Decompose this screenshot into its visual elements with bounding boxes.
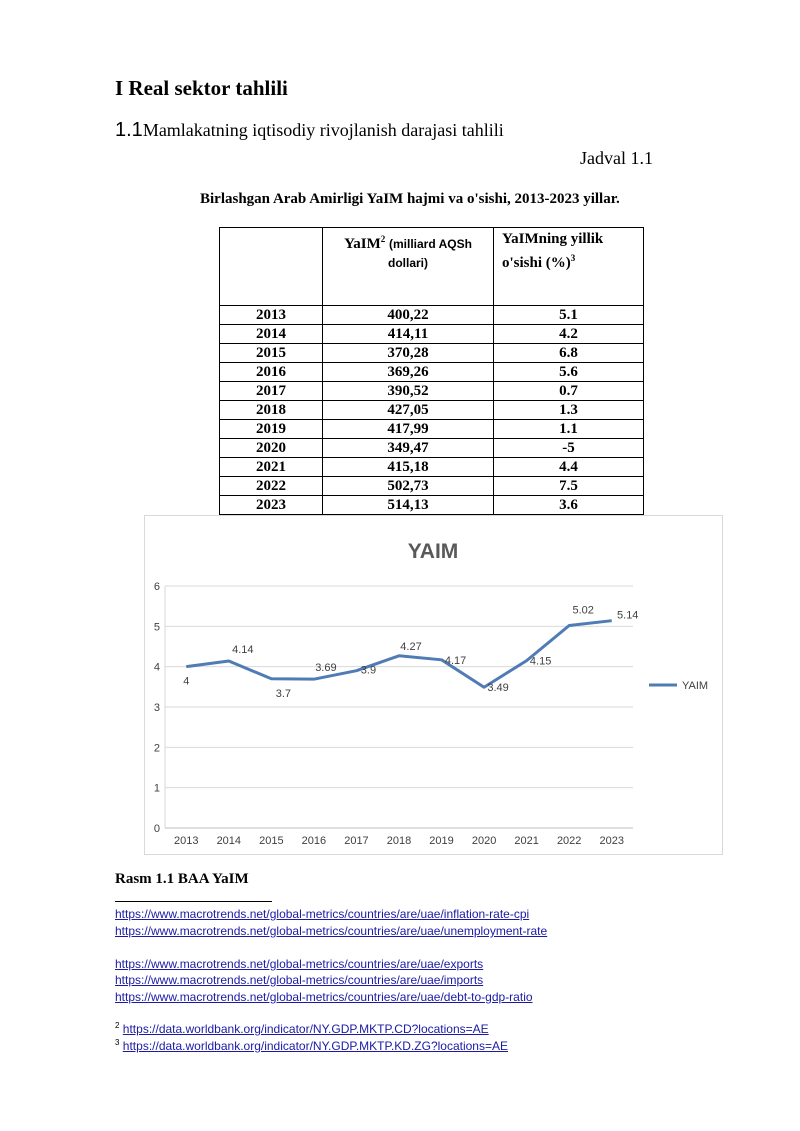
cell-gdp: 502,73 — [323, 477, 494, 496]
x-tick-label: 2017 — [344, 835, 369, 847]
table-row — [220, 382, 644, 401]
link-unemployment[interactable]: https://www.macrotrends.net/global-metrics/countries/are/uae/unemployment-rate — [115, 924, 548, 938]
cell-year: 2022 — [220, 477, 323, 496]
figure-caption: Rasm 1.1 BAA YaIM — [115, 871, 249, 887]
x-tick-label: 2016 — [301, 835, 327, 847]
data-label: 4 — [183, 675, 190, 688]
header-growth: YaIMning yillik o'sishi (%)$^3$ — [494, 228, 644, 306]
cell-growth: 1.1 — [494, 420, 644, 439]
x-tick-label: 2014 — [216, 835, 242, 847]
y-tick-label: 1 — [153, 782, 160, 795]
chart-svg — [145, 516, 722, 854]
x-tick-label: 2015 — [259, 835, 284, 847]
table-row — [220, 420, 644, 439]
table-row — [220, 439, 644, 458]
cell-growth: 4.2 — [494, 325, 644, 344]
cell-growth: 3.6 — [494, 496, 644, 515]
data-label: 3.9 — [360, 664, 377, 677]
cell-gdp: 370,28 — [323, 344, 494, 363]
link-inflation[interactable]: https://www.macrotrends.net/global-metrics/countries/are/uae/inflation-rate-cpi — [115, 907, 530, 921]
x-tick-label: 2020 — [471, 835, 497, 847]
cell-gdp: 400,22 — [323, 306, 494, 325]
data-label: 3.7 — [275, 687, 292, 700]
cell-growth: 7.5 — [494, 477, 644, 496]
link-imports[interactable]: https://www.macrotrends.net/global-metrics/countries/are/uae/imports — [115, 973, 484, 987]
link-exports[interactable]: https://www.macrotrends.net/global-metrics/countries/are/uae/exports — [115, 957, 484, 971]
table-row — [220, 401, 644, 420]
x-tick-label: 2021 — [514, 835, 539, 847]
cell-year: 2017 — [220, 382, 323, 401]
subsection-number: 1.1 — [115, 119, 143, 141]
cell-growth: -5 — [494, 439, 644, 458]
cell-growth: 4.4 — [494, 458, 644, 477]
cell-growth: 5.1 — [494, 306, 644, 325]
cell-gdp: 514,13 — [323, 496, 494, 515]
legend-label: YAIM — [682, 680, 709, 692]
y-tick-label: 2 — [153, 742, 160, 755]
footnote-2-link[interactable]: https://data.worldbank.org/indicator/NY.GDP.MKTP.CD?locations=AE — [122, 1022, 489, 1036]
y-tick-label: 4 — [153, 661, 160, 674]
header-gdp: YaIM$^2$ (milliard AQSh dollari) — [323, 228, 494, 306]
footnote-2: $^2$ https://data.worldbank.org/indicator/NY.GDP.MKTP.CD?locations=AE — [115, 1021, 489, 1036]
cell-growth: 0.7 — [494, 382, 644, 401]
cell-year: 2019 — [220, 420, 323, 439]
table-row — [220, 458, 644, 477]
subsection-heading — [115, 119, 504, 142]
subsection-text: Mamlakatning iqtisodiy rivojlanish darajasi tahlili — [142, 120, 504, 140]
cell-gdp: 390,52 — [323, 382, 494, 401]
data-label: 4.15 — [529, 655, 552, 668]
x-tick-label: 2013 — [174, 835, 199, 847]
cell-year: 2013 — [220, 306, 323, 325]
y-tick-label: 6 — [153, 581, 160, 593]
table-caption: Birlashgan Arab Amirligi YaIM hajmi va o'sishi, 2013-2023 yillar. — [200, 191, 620, 207]
y-tick-label: 0 — [153, 823, 160, 835]
y-tick-label: 3 — [153, 702, 160, 714]
header-empty-cell — [220, 228, 323, 306]
cell-growth: 1.3 — [494, 401, 644, 420]
cell-gdp: 369,26 — [323, 363, 494, 382]
x-tick-label: 2022 — [556, 835, 582, 847]
cell-gdp: 427,05 — [323, 401, 494, 420]
cell-year: 2021 — [220, 458, 323, 477]
table-row — [220, 325, 644, 344]
footnote-3: $^3$ https://data.worldbank.org/indicator/NY.GDP.MKTP.KD.ZG?locations=AE — [115, 1038, 508, 1053]
chart-title: YAIM — [407, 540, 459, 563]
cell-gdp: 417,99 — [323, 420, 494, 439]
footnote-rule — [115, 901, 272, 902]
table-row — [220, 344, 644, 363]
table-header-row — [220, 228, 644, 306]
cell-growth: 5.6 — [494, 363, 644, 382]
gdp-line-chart — [144, 515, 723, 855]
data-label: 4.14 — [232, 644, 254, 657]
table-row — [220, 477, 644, 496]
cell-year: 2018 — [220, 401, 323, 420]
data-label: 3.49 — [487, 682, 509, 695]
cell-gdp: 415,18 — [323, 458, 494, 477]
x-tick-label: 2018 — [386, 835, 412, 847]
gdp-table — [219, 227, 644, 515]
data-label: 4.17 — [444, 654, 467, 667]
cell-year: 2016 — [220, 363, 323, 382]
table-row — [220, 306, 644, 325]
cell-year: 2015 — [220, 344, 323, 363]
data-label: 5.14 — [617, 609, 639, 622]
table-row — [220, 363, 644, 382]
link-debt[interactable]: https://www.macrotrends.net/global-metrics/countries/are/uae/debt-to-gdp-ratio — [115, 990, 533, 1004]
footnote-3-link[interactable]: https://data.worldbank.org/indicator/NY.GDP.MKTP.KD.ZG?locations=AE — [122, 1039, 508, 1053]
section-title: I Real sektor tahlili — [115, 76, 288, 100]
cell-gdp: 349,47 — [323, 439, 494, 458]
table-label: Jadval 1.1 — [580, 148, 653, 168]
data-label: 3.69 — [315, 662, 337, 675]
data-label: 4.27 — [400, 640, 422, 653]
table-row — [220, 496, 644, 515]
x-tick-label: 2023 — [599, 835, 624, 847]
y-tick-label: 5 — [153, 621, 160, 634]
cell-year: 2014 — [220, 325, 323, 344]
data-label: 5.02 — [572, 604, 594, 617]
cell-year: 2023 — [220, 496, 323, 515]
cell-gdp: 414,11 — [323, 325, 494, 344]
x-tick-label: 2019 — [429, 835, 454, 847]
cell-year: 2020 — [220, 439, 323, 458]
cell-growth: 6.8 — [494, 344, 644, 363]
